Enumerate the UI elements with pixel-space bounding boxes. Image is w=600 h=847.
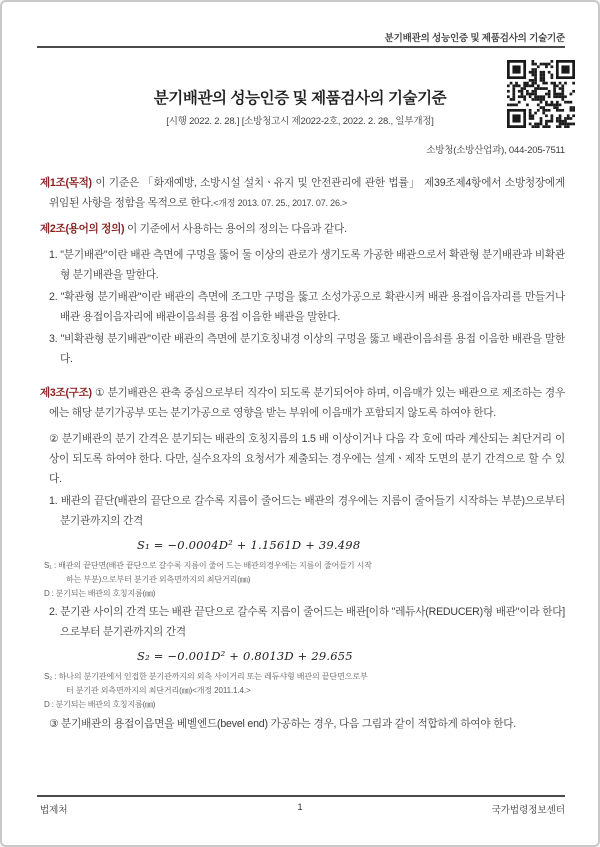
- footer-rule: [37, 795, 565, 797]
- spacing-item-2: [49, 602, 565, 642]
- article-1-text: 이 기준은 「화재예방, 소방시설 설치ㆍ유지 및 안전관리에 관한 법률」 제39조제4항에서 소방청장에게 위임된 사항을 정함을 목적으로 한다.: [49, 177, 565, 209]
- document-title: 분기배관의 성능인증 및 제품검사의 기술기준: [153, 90, 447, 107]
- formula-s2: S₂ = −0.001D² + 0.8013D + 29.655: [137, 649, 353, 663]
- article-3-clause-3: ③ 분기배관의 용접이음면을 베벨엔드(bevel end) 가공하는 경우, 다음 그림과 같이 적합하게 하여야 한다.: [49, 718, 516, 730]
- item-number: 1.: [49, 249, 58, 261]
- definition-item-3: [49, 329, 565, 369]
- article-2-heading: 제2조(용어의 정의): [40, 223, 125, 235]
- item-number: 1.: [49, 495, 58, 507]
- item-text: "비확관형 분기배관"이란 배관의 측면에 분기호칭내경 이상의 구멍을 뚫고 배관이음쇠를 용접 이음한 배관을 말한다.: [60, 333, 565, 365]
- spacing-item-1: [49, 491, 565, 531]
- item-text: "분기배관"이란 배관 측면에 구멍을 뚫어 둘 이상의 관로가 생기도록 가공한 배관으로서 확관형 분기배관과 비확관형 분기배관을 말한다.: [60, 249, 565, 281]
- note-line: S₁ : 배관의 끝단면(배관 끝단으로 갈수록 지름이 줄어 드는 배관의경우에는 지름이 줄어들기 시작: [44, 561, 372, 570]
- note-line: 터 분기관 외측면까지의 최단거리(㎜)<개정 2011.1.4.>: [66, 686, 251, 695]
- item-text: 분기관 사이의 간격 또는 배관 끝단으로 갈수록 지름이 줄어드는 배관[이하 "레듀사(REDUCER)형 배관"이라 한다]으로부터 분기관까지의 간격: [60, 606, 565, 638]
- footer-publisher: 법제처: [40, 805, 68, 816]
- note-line: 하는 부분)으로부터 분기관 외측면까지의 최단거리(㎜): [66, 575, 251, 584]
- definition-item-1: [49, 245, 565, 285]
- header-rule: [37, 46, 565, 48]
- item-number: 3.: [49, 333, 58, 345]
- running-title: 분기배관의 성능인증 및 제품검사의 기술기준: [384, 33, 565, 44]
- enforcement-info: [시행 2022. 2. 28.] [소방청고시 제2022-2호, 2022. 2. 28., 일부개정]: [166, 116, 434, 127]
- article-3-clause-1: ① 분기배관은 관축 중심으로부터 직각이 되도록 분기되어야 하며, 이음매가 있는 배관으로 제조하는 경우에는 해당 분기가공부 또는 분기가공으로 영향을 받는 부위에 이음매가 포함되지 않도록 하여야 한다.: [49, 387, 565, 419]
- article-2: [40, 219, 565, 239]
- item-text: 배관의 끝단(배관의 끝단으로 갈수록 지름이 줄어드는 배관의 경우에는 지름이 줄어들기 시작하는 부분)으로부터 분기관까지의 간격: [60, 495, 565, 527]
- article-3-paragraph-1: [40, 383, 565, 423]
- article-1-heading: 제1조(목적): [40, 177, 92, 189]
- article-2-text: 이 기준에서 사용하는 용어의 정의는 다음과 같다.: [124, 223, 347, 235]
- note-line: S₂ : 하나의 분기관에서 인접한 분기관까지의 외측 사이거리 또는 레듀샤형 배관의 끝단면으로부: [44, 672, 368, 681]
- article-1-amendment: <개정 2013. 07. 25., 2017. 07. 26.>: [213, 198, 348, 208]
- formula-s1: S₁ = −0.0004D² + 1.1561D + 39.498: [137, 538, 361, 552]
- article-3: [40, 383, 565, 734]
- article-3-clause-2: ② 분기배관의 분기 간격은 분기되는 배관의 호칭지름의 1.5 배 이상이거나 다음 각 호에 따라 계산되는 최단거리 이상이 되도록 하여야 한다. 다만, 실수요자의 요청서가 제출되는 경우에는 설계ㆍ제작 도면의 분기 간격으로 할 수 있다.: [49, 433, 565, 485]
- document-body: [40, 145, 565, 734]
- page-number: 1: [297, 802, 303, 813]
- item-number: 2.: [49, 291, 58, 303]
- article-1: [40, 173, 565, 213]
- agency-contact: 소방청(소방산업과), 044-205-7511: [426, 145, 565, 156]
- article-3-heading: 제3조(구조): [40, 387, 92, 399]
- formula-s1-note: [44, 559, 565, 587]
- footer-source: 국가법령정보센터: [491, 805, 565, 816]
- item-text: "확관형 분기배관"이란 배관의 측면에 조그만 구멍을 뚫고 소성가공으로 확관시켜 배관 용접이음자리를 만들거나 배관 용접이음자리에 배관이음쇠를 용접 이음한 배관을 말한다.: [60, 291, 565, 323]
- formula-s1-variable-note: D : 분기되는 배관의 호칭지름(㎜): [44, 589, 156, 598]
- item-number: 2.: [49, 606, 58, 618]
- definition-item-2: [49, 287, 565, 327]
- formula-s2-note: [44, 670, 565, 698]
- formula-s2-variable-note: D : 분기되는 배관의 호칭지름(㎜): [44, 700, 156, 709]
